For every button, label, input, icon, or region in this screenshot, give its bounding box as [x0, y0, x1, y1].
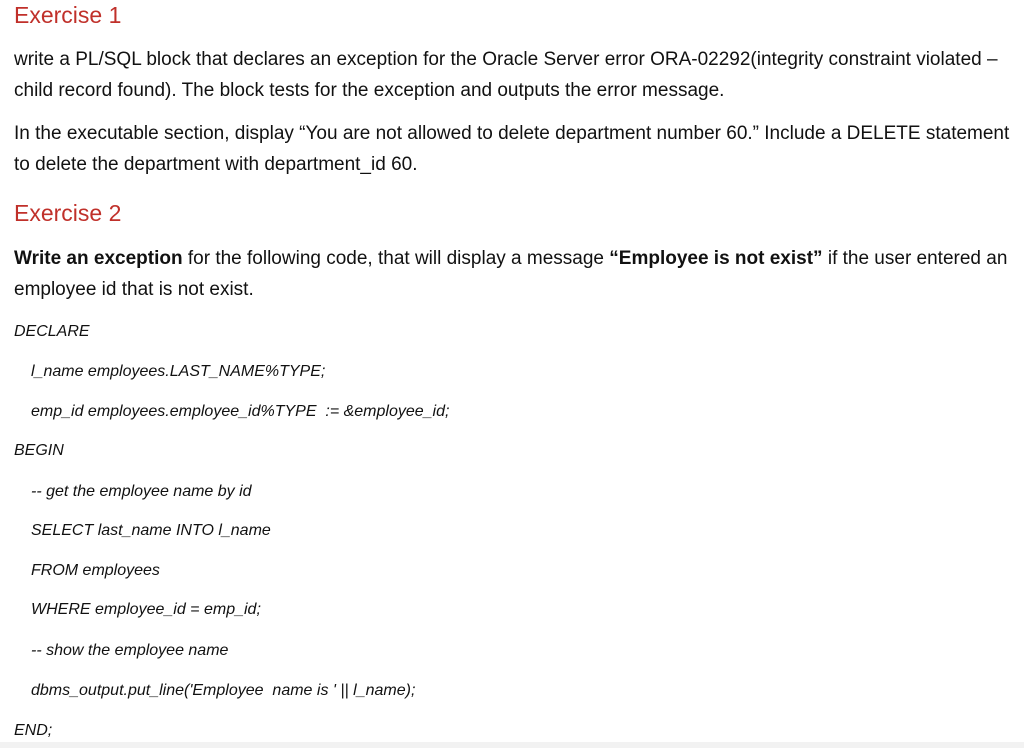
- code-comment-show: -- show the employee name: [31, 642, 229, 659]
- code-select: SELECT last_name INTO l_name: [31, 522, 271, 539]
- code-from: FROM employees: [31, 562, 160, 579]
- exercise-2-bold-message: “Employee is not exist”: [609, 248, 823, 269]
- exercise-2-text: for the following code, that will display a message: [182, 248, 610, 269]
- code-end: END;: [14, 722, 53, 739]
- code-begin: BEGIN: [14, 442, 64, 459]
- code-declare: DECLARE: [14, 323, 90, 340]
- exercise-2-description: [14, 243, 1014, 305]
- exercise-1-description: write a PL/SQL block that declares an exception for the Oracle Server error ORA-02292(integrity constraint violated – child record found). The block tests for the exception and outputs the error message.: [14, 49, 998, 101]
- exercise-2-bold-intro: Write an exception: [14, 248, 183, 269]
- code-comment-get: -- get the employee name by id: [31, 483, 252, 500]
- code-where: WHERE employee_id = emp_id;: [31, 601, 261, 618]
- code-line-empid: emp_id employees.employee_id%TYPE := &employee_id;: [31, 403, 450, 420]
- page-bottom-edge: [0, 742, 1024, 748]
- exercise-1-instructions: In the executable section, display “You are not allowed to delete department number 60.” Include a DELETE statement to delete the department with department_id 60.: [14, 123, 1010, 175]
- exercise-2-heading: Exercise 2: [14, 200, 122, 226]
- code-line-lname: l_name employees.LAST_NAME%TYPE;: [31, 363, 326, 380]
- code-output: dbms_output.put_line('Employee name is ' || l_name);: [31, 682, 416, 699]
- exercise-1-heading: Exercise 1: [14, 2, 122, 28]
- exercise-2-text-end: if the user entered an employee id that is not exist.: [14, 248, 1008, 300]
